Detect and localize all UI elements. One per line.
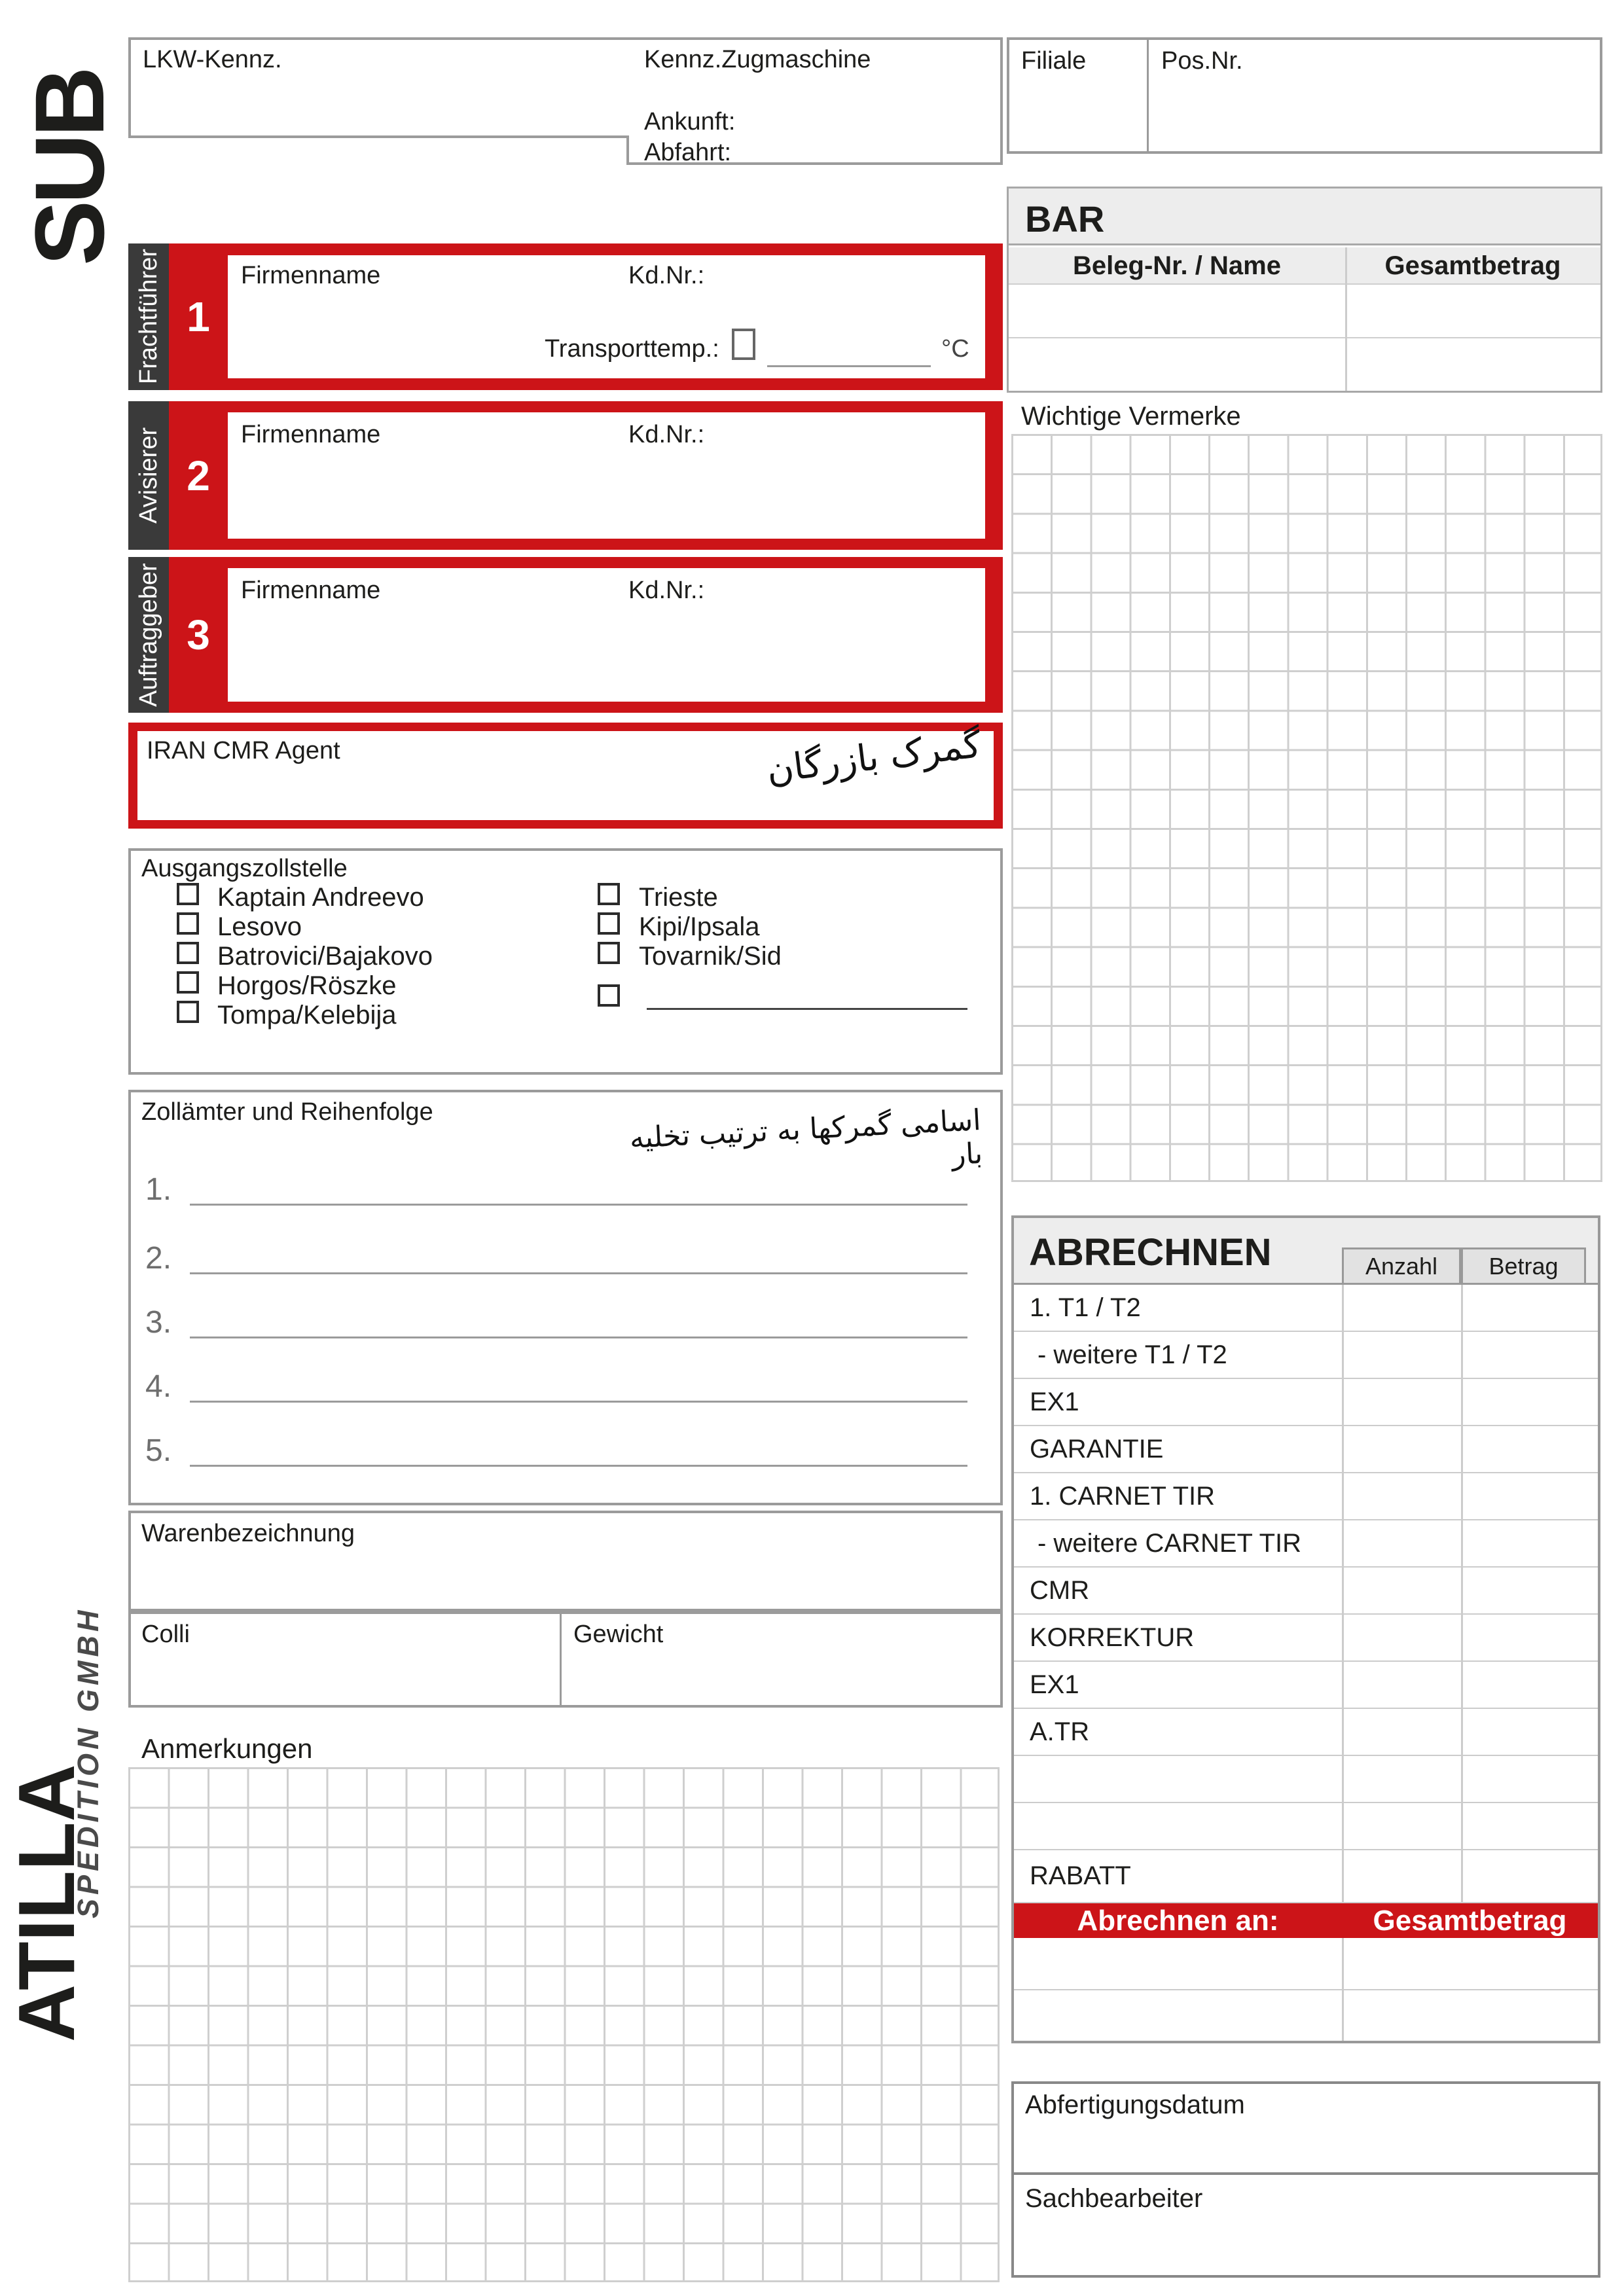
abrechnen-total-label: Gesamtbetrag [1373, 1904, 1567, 1937]
zollamt-line-3-number: 3. [145, 1305, 172, 1340]
checkbox-trieste-label: Trieste [639, 883, 718, 912]
abrechnen-betrag-divider [1461, 1285, 1463, 1903]
abrechnen-row-t1t2[interactable]: 1. T1 / T2 [1014, 1285, 1598, 1332]
zollamt-line-4[interactable] [190, 1401, 967, 1403]
abfahrt-label: Abfahrt: [644, 139, 732, 166]
party-1-kdnr-label: Kd.Nr.: [628, 262, 705, 289]
abrechnen-row-ex1-2[interactable]: EX1 [1014, 1662, 1598, 1709]
abrechnen-row-carnet-tir[interactable]: 1. CARNET TIR [1014, 1473, 1598, 1520]
bar-title: BAR [1025, 198, 1105, 240]
checkbox-tompa-kelebija-label: Tompa/Kelebija [217, 1001, 397, 1030]
checkbox-tompa-kelebija[interactable] [177, 1001, 199, 1023]
ankunft-label: Ankunft: [644, 108, 736, 135]
atilla-logo-subtitle: SPEDITION GMBH [71, 1606, 105, 1919]
zollamt-line-2-number: 2. [145, 1241, 172, 1276]
zollamt-line-3[interactable] [190, 1336, 967, 1338]
abrechnen-row-rabatt[interactable]: RABATT [1014, 1850, 1598, 1903]
colli-gewicht-box [128, 1611, 1003, 1708]
zollaemter-handwriting-note: اسامی گمرکها به ترتیب تخلیه بار [628, 1103, 984, 1172]
bar-row-2[interactable] [1009, 338, 1600, 391]
transporttemp-line[interactable] [767, 365, 931, 367]
checkbox-horgos-roeszke[interactable] [177, 971, 199, 994]
abrechnen-title: ABRECHNEN [1029, 1231, 1272, 1274]
abrechnen-row-garantie[interactable]: GARANTIE [1014, 1426, 1598, 1473]
checkbox-tovarnik-sid[interactable] [598, 942, 620, 964]
abrechnen-betrag-header: Betrag [1461, 1247, 1586, 1285]
checkbox-kipi-ipsala[interactable] [598, 912, 620, 935]
abrechnen-row-atr[interactable]: A.TR [1014, 1709, 1598, 1756]
zollamt-line-2[interactable] [190, 1272, 967, 1274]
atilla-logo: ATILLA [2, 1764, 91, 2043]
party-2-number: 2 [187, 452, 210, 499]
abrechnen-row-weitere-t1t2[interactable]: - weitere T1 / T2 [1014, 1332, 1598, 1379]
filiale-pos-divider [1147, 40, 1149, 151]
bar-col-name-header: Beleg-Nr. / Name [1073, 251, 1281, 280]
anmerkungen-grid[interactable] [128, 1767, 1000, 2282]
abrechnen-row-empty-1[interactable] [1014, 1756, 1598, 1803]
ausgangszollstelle-label: Ausgangszollstelle [141, 855, 348, 882]
party-2-firmenname-label: Firmenname [241, 421, 381, 448]
party-1-number: 1 [187, 293, 210, 340]
zollamt-line-1-number: 1. [145, 1172, 172, 1207]
lkw-kennz-label: LKW-Kennz. [143, 46, 282, 73]
sub-logo: SUB [14, 70, 124, 266]
transporttemp-label: Transporttemp.: [545, 335, 719, 363]
abrechnen-row-ex1[interactable]: EX1 [1014, 1379, 1598, 1426]
anmerkungen-label: Anmerkungen [141, 1733, 313, 1764]
abrechnen-row-empty-2[interactable] [1014, 1803, 1598, 1850]
checkbox-other-zollstelle[interactable] [598, 984, 620, 1007]
filiale-pos-box[interactable] [1007, 37, 1602, 154]
checkbox-kipi-ipsala-label: Kipi/Ipsala [639, 912, 760, 941]
checkbox-batrovici-bajakovo[interactable] [177, 942, 199, 964]
checkbox-trieste[interactable] [598, 883, 620, 905]
checkbox-lesovo[interactable] [177, 912, 199, 935]
party-2-kdnr-label: Kd.Nr.: [628, 421, 705, 448]
pos-nr-label: Pos.Nr. [1161, 47, 1243, 75]
abrechnen-row-weitere-carnet-tir[interactable]: - weitere CARNET TIR [1014, 1520, 1598, 1568]
abrechnen-billto-row-1[interactable] [1014, 1938, 1598, 1990]
wichtige-vermerke-label: Wichtige Vermerke [1021, 402, 1241, 431]
checkbox-tovarnik-sid-label: Tovarnik/Sid [639, 942, 782, 971]
warenbezeichnung-label: Warenbezeichnung [141, 1520, 355, 1547]
abfertigungsdatum-label: Abfertigungsdatum [1025, 2090, 1245, 2119]
iran-cmr-label: IRAN CMR Agent [147, 737, 340, 764]
colli-label: Colli [141, 1621, 190, 1648]
checkbox-batrovici-bajakovo-label: Batrovici/Bajakovo [217, 942, 433, 971]
abrechnen-anzahl-divider [1342, 1285, 1344, 1903]
abrechnen-billto-divider [1342, 1938, 1344, 2041]
party-2-role-label: Avisierer [135, 427, 162, 524]
party-3-role-label: Auftraggeber [135, 563, 162, 707]
transporttemp-checkbox[interactable] [732, 329, 755, 360]
party-3-kdnr-label: Kd.Nr.: [628, 577, 705, 604]
bar-row-1[interactable] [1009, 285, 1600, 338]
abrechnen-anzahl-header: Anzahl [1342, 1247, 1461, 1285]
party-1-role-label: Frachtführer [135, 249, 162, 385]
bar-column-divider [1345, 247, 1347, 391]
abrechnen-billto-row-2[interactable] [1014, 1990, 1598, 2041]
party-3-number: 3 [187, 611, 210, 658]
abrechnen-bill-to-label: Abrechnen an: [1077, 1904, 1279, 1937]
zollamt-line-1[interactable] [190, 1204, 967, 1206]
filiale-label: Filiale [1021, 47, 1087, 75]
gewicht-label: Gewicht [573, 1621, 664, 1648]
colli-gewicht-divider [560, 1614, 562, 1705]
wichtige-vermerke-grid[interactable] [1011, 434, 1602, 1182]
zollamt-line-4-number: 4. [145, 1369, 172, 1404]
party-1-firmenname-label: Firmenname [241, 262, 381, 289]
kennz-zugmaschine-label: Kennz.Zugmaschine [644, 46, 871, 73]
zollamt-line-5-number: 5. [145, 1433, 172, 1468]
checkbox-kaptain-andreevo[interactable] [177, 883, 199, 905]
zollamt-line-5[interactable] [190, 1465, 967, 1467]
truck-box-bottom-line [128, 135, 629, 138]
checkbox-lesovo-label: Lesovo [217, 912, 302, 941]
checkbox-kaptain-andreevo-label: Kaptain Andreevo [217, 883, 424, 912]
abrechnen-row-korrektur[interactable]: KORREKTUR [1014, 1615, 1598, 1662]
other-zollstelle-line[interactable] [647, 1008, 967, 1010]
bar-col-amount-header: Gesamtbetrag [1384, 251, 1561, 280]
zollaemter-label: Zollämter und Reihenfolge [141, 1098, 433, 1126]
abrechnen-row-cmr[interactable]: CMR [1014, 1568, 1598, 1615]
checkbox-horgos-roeszke-label: Horgos/Röszke [217, 971, 397, 1000]
sachbearbeiter-label: Sachbearbeiter [1025, 2184, 1203, 2213]
transporttemp-unit: °C [941, 335, 969, 363]
iran-handwriting-note: گمرک بازرگان [764, 723, 984, 792]
party-3-firmenname-label: Firmenname [241, 577, 381, 604]
